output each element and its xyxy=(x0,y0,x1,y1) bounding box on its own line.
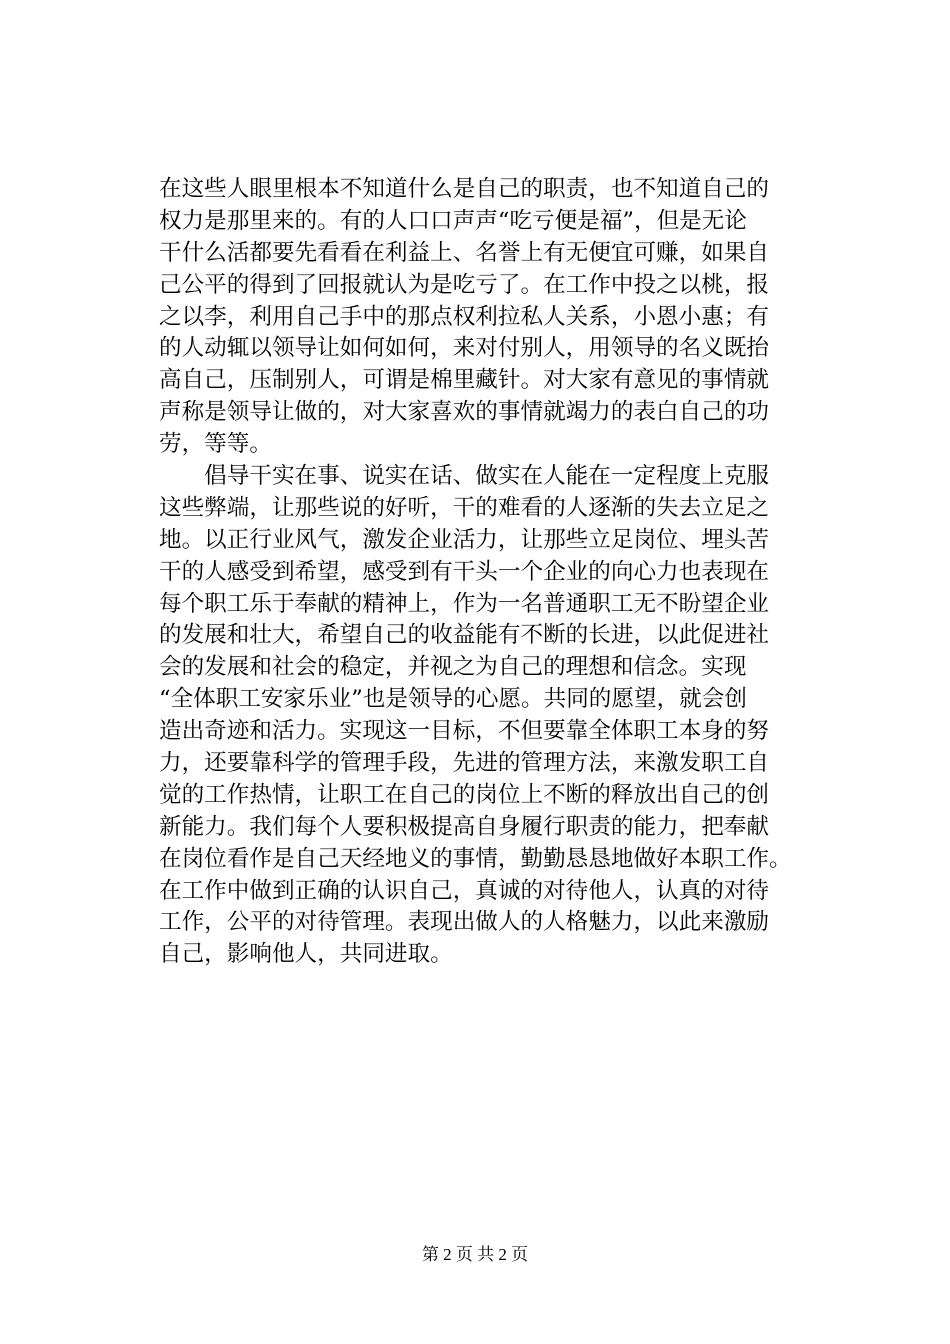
text-line: 己公平的得到了回报就认为是吃亏了。在工作中投之以桃，报 xyxy=(159,271,770,298)
text-line: 会的发展和社会的稳定，并视之为自己的理想和信念。实现 xyxy=(159,654,747,681)
text-line: 干的人感受到希望，感受到有干头一个企业的向心力也表现在 xyxy=(159,558,770,585)
text-line: 工作，公平的对待管理。表现出做人的人格魅力，以此来激励 xyxy=(159,909,770,936)
text-line: “全体职工安家乐业”也是领导的心愿。共同的愿望，就会创 xyxy=(159,686,747,713)
text-line: 权力是那里来的。有的人口口声声“吃亏便是福”，但是无论 xyxy=(159,207,747,234)
body-text xyxy=(159,174,819,971)
text-line: 在工作中做到正确的认识自己，真诚的对待他人，认真的对待 xyxy=(159,877,770,904)
text-line: 的人动辄以领导让如何如何，来对付别人，用领导的名义既抬 xyxy=(159,335,770,362)
text-line: 这些弊端，让那些说的好听，干的难看的人逐渐的失去立足之 xyxy=(159,494,770,521)
text-line: 倡导干实在事、说实在话、做实在人能在一定程度上克服 xyxy=(159,463,770,490)
text-line: 声称是领导让做的，对大家喜欢的事情就竭力的表白自己的功 xyxy=(159,399,770,426)
text-line: 自己，影响他人，共同进取。 xyxy=(159,941,453,968)
text-line: 劳，等等。 xyxy=(159,431,272,458)
text-line: 觉的工作热情，让职工在自己的岗位上不断的释放出自己的创 xyxy=(159,781,770,808)
text-line: 之以李，利用自己手中的那点权利拉私人关系，小恩小惠；有 xyxy=(159,303,770,330)
text-line: 力，还要靠科学的管理手段，先进的管理方法，来激发职工自 xyxy=(159,750,770,777)
text-line: 在岗位看作是自己天经地义的事情，勤勤恳恳地做好本职工作。 xyxy=(159,845,792,872)
text-line: 每个职工乐于奉献的精神上，作为一名普通职工无不盼望企业 xyxy=(159,590,770,617)
text-line: 地。以正行业风气，激发企业活力，让那些立足岗位、埋头苦 xyxy=(159,526,770,553)
text-line: 新能力。我们每个人要积极提高自身履行职责的能力，把奉献 xyxy=(159,813,770,840)
text-line: 的发展和壮大，希望自己的收益能有不断的长进，以此促进社 xyxy=(159,622,770,649)
text-line: 在这些人眼里根本不知道什么是自己的职责，也不知道自己的 xyxy=(159,176,770,202)
text-line: 高自己，压制别人，可谓是棉里藏针。对大家有意见的事情就 xyxy=(159,367,770,394)
text-line: 干什么活都要先看看在利益上、名誉上有无便宜可赚，如果自 xyxy=(159,239,770,266)
page-footer: 第 2 页 共 2 页 xyxy=(421,1245,529,1264)
text-line: 造出奇迹和活力。实现这一目标，不但要靠全体职工本身的努 xyxy=(159,718,770,745)
